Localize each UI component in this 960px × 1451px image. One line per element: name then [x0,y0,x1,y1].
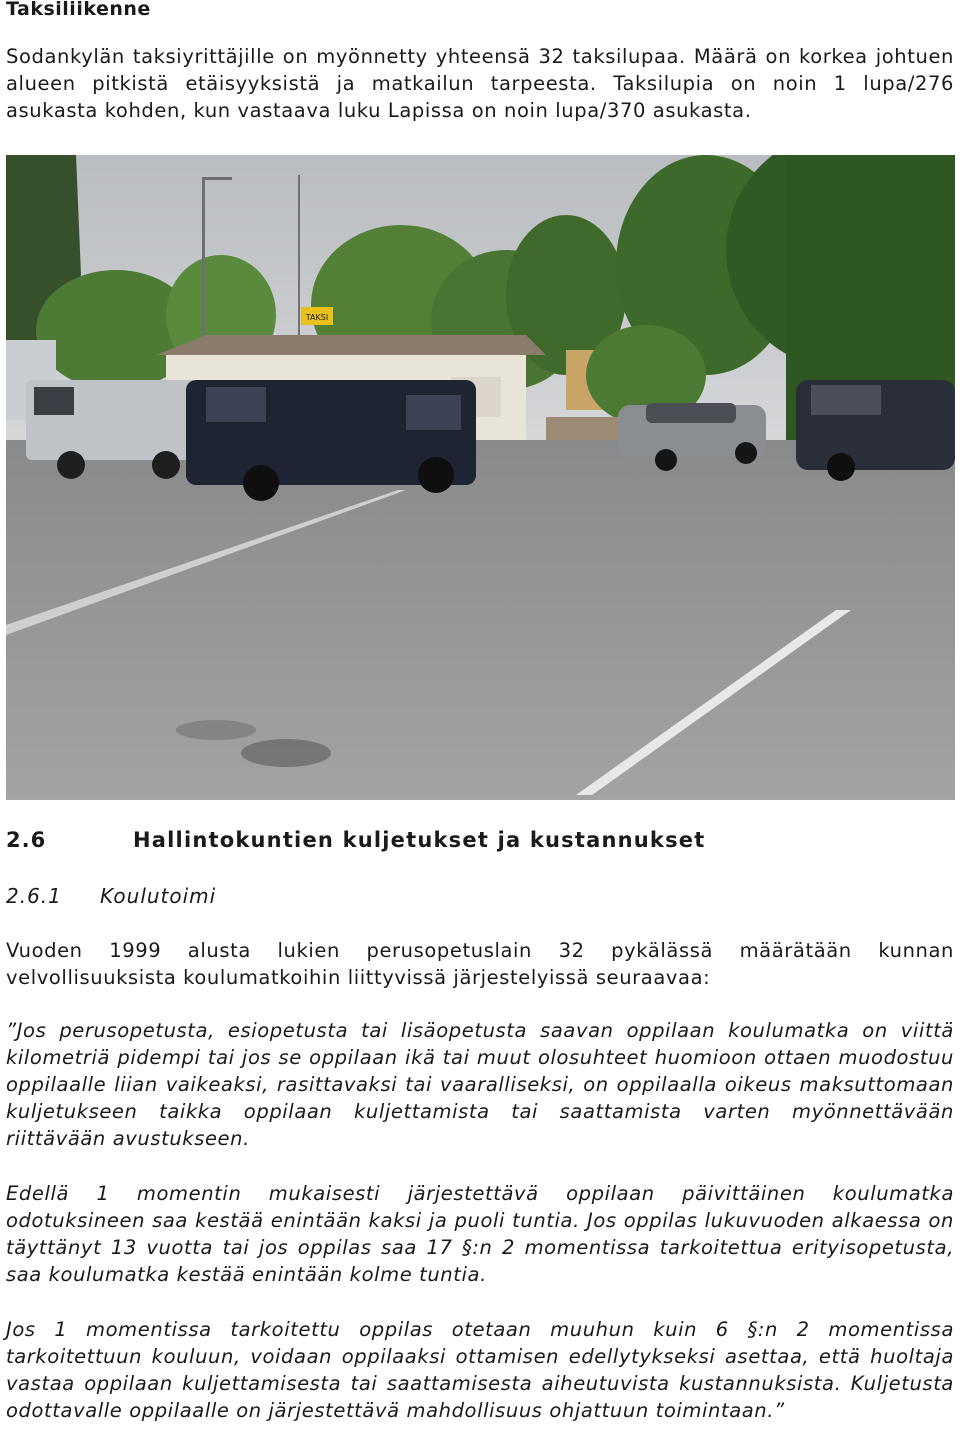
taxi-stand-photo [6,155,955,800]
quote-paragraph-1: ”Jos perusopetusta, esiopetusta tai lisäopetusta saavan oppilaan koulumatka on viittä kilometriä pidempi tai jos se oppilaan ikä tai muut olosuhteet huomioon ottaen muodostuu oppilaalle liian vaikeaksi, rasittavaksi tai vaaralliseksi, on oppilaalla oikeus maksuttomaan kuljetukseen taikka oppilaan kuljettamista tai saattamista varten myönnettävään riittävään avustukseen. [6,1019,954,1150]
quote-paragraph-2: Edellä 1 momentin mukaisesti järjestettävä oppilaan päivittäinen koulumatka odotuksineen saa kestää enintään kaksi ja puoli tuntia. Jos oppilas lukuvuoden alkaessa on täyttänyt 13 vuotta tai jos oppilas saa 17 §:n 2 momentissa tarkoitettua erityisopetusta, saa koulumatka kestää enintään kolme tuntia. [6,1182,954,1286]
subsection-title: Koulutoimi [100,884,217,908]
dark-right-van [796,380,955,481]
quote-paragraph-3: Jos 1 momentissa tarkoitettu oppilas otetaan muuhun kuin 6 §:n 2 momentissa tarkoitettuun kouluun, voidaan oppilaaksi ottamisen edellytykseksi asettaa, että huoltaja vastaa oppilaan kuljettamisesta tai saattamisesta aiheutuvista kustannuksista. Kuljetusta odottavalle oppilaalle on järjestettävä mahdollisuus ohjattuun toimintaan.” [6,1318,954,1422]
body-paragraph-1: Vuoden 1999 alusta lukien perusopetuslain 32 pykälässä määrätään kunnan velvollisuuksista koulumatkoihin liittyvissä järjestelyissä seuraavaa: [6,939,954,989]
section-title: Hallintokuntien kuljetukset ja kustannukset [133,828,706,852]
section-number: 2.6 [6,828,47,852]
page-title: Taksiliikenne [6,0,151,20]
parking-lot [6,440,955,800]
taxi-sign-text: TAKSI [305,313,329,322]
intro-paragraph: Sodankylän taksiyrittäjille on myönnetty yhteensä 32 taksilupaa. Määrä on korkea johtuen alueen pitkistä etäisyyksistä ja matkailun tarpeesta. Taksilupia on noin 1 lupa/276 asukasta kohden, kun vastaava luku Lapissa on noin lupa/370 asukasta. [6,45,954,122]
dark-van [186,380,476,501]
subsection-number: 2.6.1 [6,884,62,908]
